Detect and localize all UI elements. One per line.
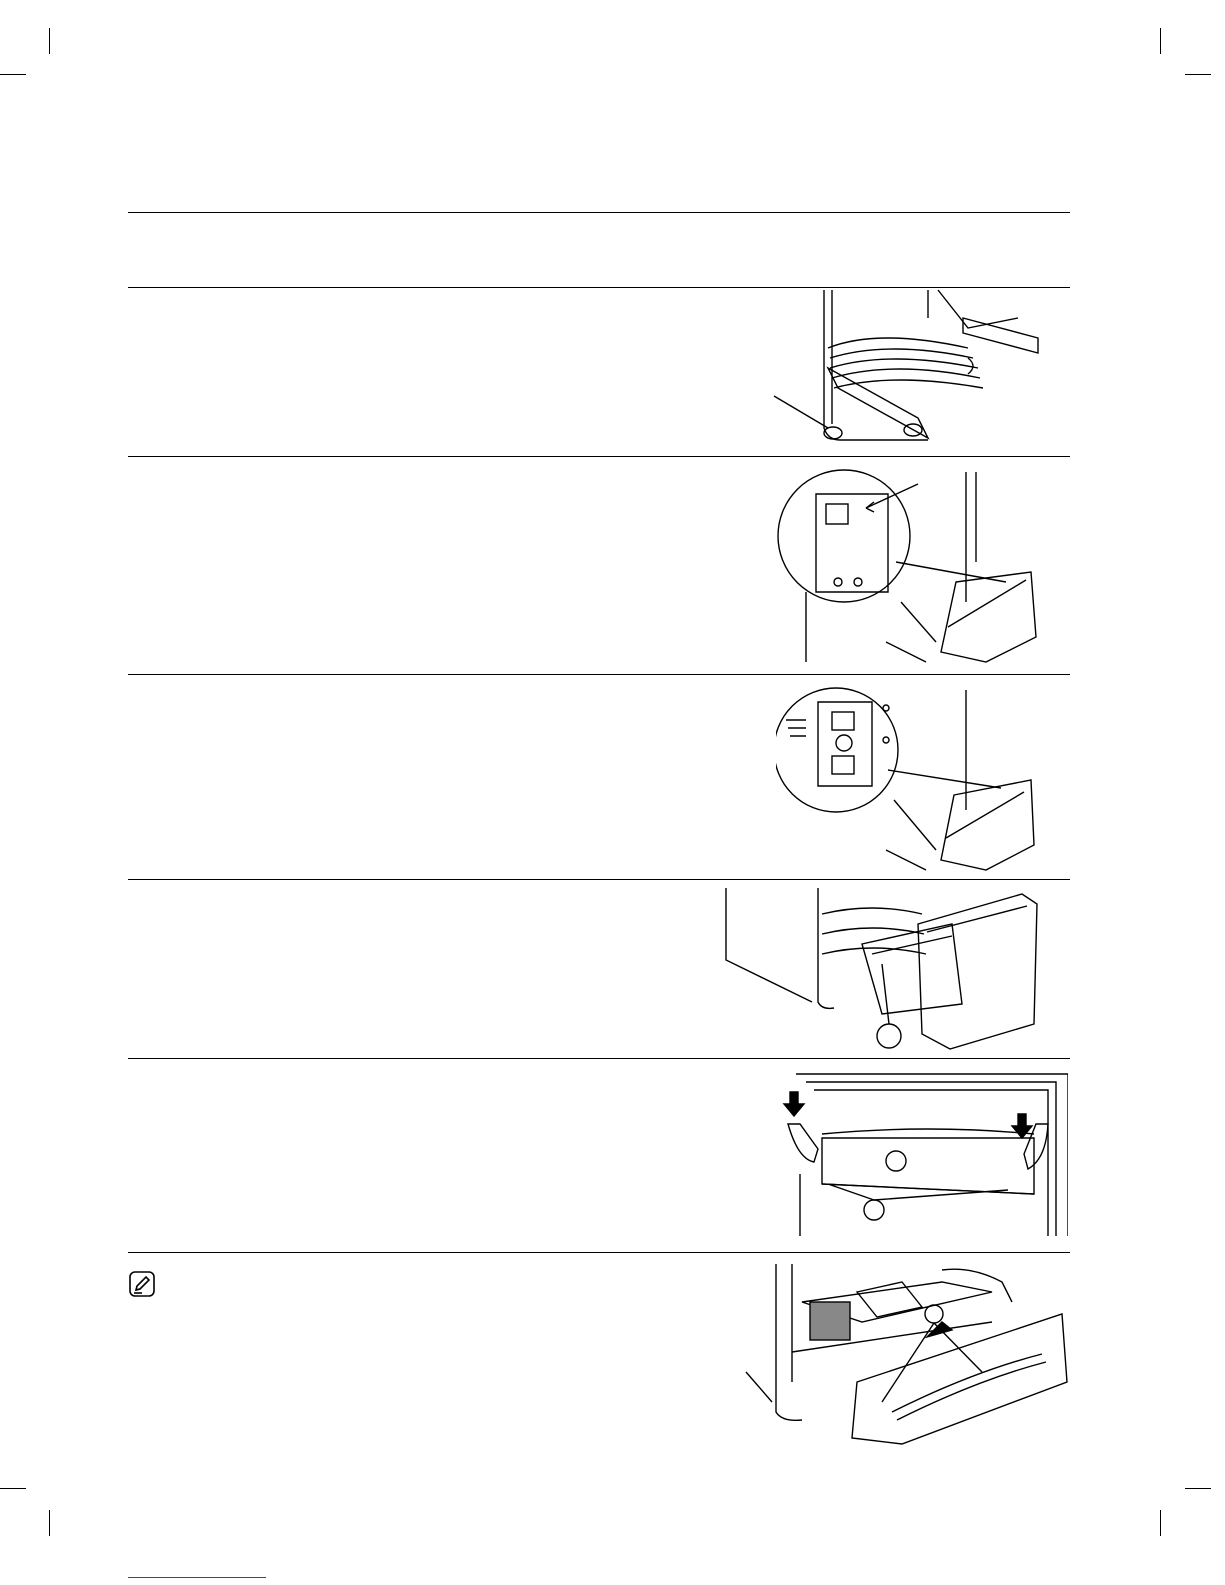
header-rule-top [128, 212, 1070, 213]
crop-mark-top-right-horizontal [1185, 74, 1211, 75]
section-2-text [128, 466, 688, 666]
crop-mark-bottom-left-horizontal [0, 1488, 26, 1489]
freezer-drawer-rails-extended-icon [768, 288, 1068, 450]
section-3-text [128, 684, 688, 864]
crop-mark-top-left-vertical [49, 28, 50, 54]
section-rule-5 [128, 1252, 1070, 1253]
crop-mark-bottom-left-vertical [49, 1510, 50, 1536]
section-rule-4 [128, 1058, 1070, 1059]
section-4-text [128, 890, 688, 1050]
section-rule-1 [128, 456, 1070, 457]
note-pencil-icon [128, 1270, 156, 1298]
ice-tray-drawer-open-icon [742, 1262, 1070, 1452]
footer-link-underline[interactable] [128, 1577, 266, 1578]
drawer-bracket-plate-removed-icon [776, 680, 1066, 874]
upper-basket-hands-remove-icon [778, 1064, 1068, 1236]
crop-mark-bottom-right-vertical [1160, 1510, 1161, 1536]
crop-mark-top-right-vertical [1160, 28, 1161, 54]
crop-mark-bottom-right-horizontal [1185, 1488, 1211, 1489]
section-rule-2 [128, 674, 1070, 675]
section-rule-3 [128, 879, 1070, 880]
section-6-text [166, 1266, 686, 1446]
section-5-text [128, 1068, 688, 1238]
crop-mark-top-left-horizontal [0, 74, 26, 75]
drawer-bracket-screw-callout-icon [776, 462, 1066, 672]
section-1-text [128, 296, 688, 446]
lower-basket-lift-out-icon [722, 884, 1062, 1054]
